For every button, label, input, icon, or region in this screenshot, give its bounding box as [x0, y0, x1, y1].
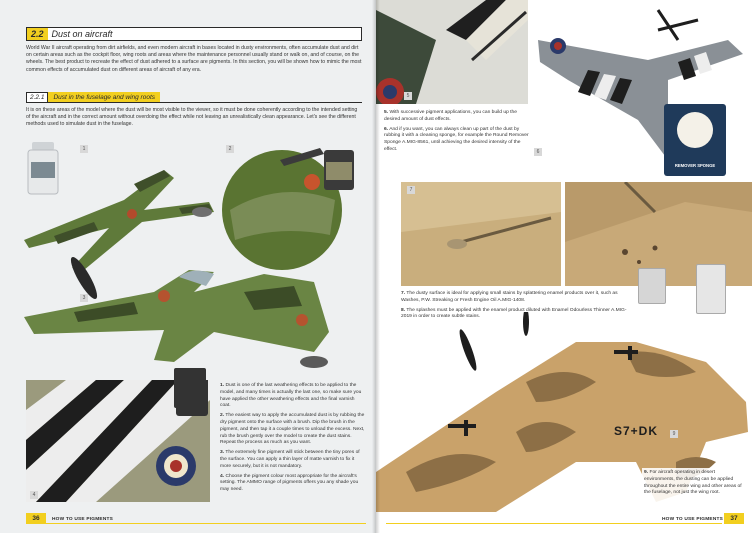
subsection-number: 2.2.1 — [26, 92, 48, 102]
subsection-title: Dust in the fuselage and wing roots — [48, 92, 160, 102]
pigment-jar — [174, 368, 206, 408]
step-6: 6. And if you want, you can always clean up part of the dust by rubbing it with a cleaning sponge, for example the Round Remover Sponge A.MIG-8561, until achieving the desired intensity of the effect. — [384, 126, 529, 152]
photo-number-1: 1 — [80, 145, 88, 153]
enamel-wash-jar — [638, 268, 666, 304]
intro-paragraph: World War II aircraft operating from dirt airfields, and even modern aircraft in bases located in dusty environments, often accumulate dust and dirt on certain areas such as the cockpit floor, wing roots and areas where the maintenance personnel usually stand or walk on, and of course, on the wheels. The best product to recreate the effect of dust adhered to a surface are pigments. In this section, you will be shown how to mimic the most common effects of accumulated dust on different areas of aircraft of any era. — [26, 45, 362, 73]
photo-number-3: 3 — [80, 294, 88, 302]
aircraft-illustration-3 — [14, 222, 344, 377]
step-9: 9. For aircraft operating in desert environments, the dusting can be applied throughout the entire wing and other areas of the fuselage, not just the wing root. — [644, 470, 742, 496]
thinner-bottle — [696, 264, 726, 314]
step-5: 5. With successive pigment applications, you can build up the desired amount of dust effects. — [384, 110, 517, 122]
footer-rule-left — [46, 523, 366, 524]
photo-number-7: 7 — [407, 186, 415, 194]
page-number-right: 37 — [724, 513, 744, 524]
photo-number-4: 4 — [30, 491, 38, 499]
photo-number-5: 5 — [404, 92, 412, 100]
footer-rule-right — [386, 523, 722, 524]
step-7: 7. The dusty surface is ideal for applying small stains by splattering enamel products over it, such as Washes, P.W. Streaking or Fresh Engine Oil A.MIG-1408. — [401, 291, 618, 303]
steps-left — [220, 383, 366, 497]
section-number: 2.2 — [27, 28, 48, 40]
photo-number-6: 6 — [534, 148, 542, 156]
subsection-heading — [26, 92, 362, 103]
photo-number-2: 2 — [226, 145, 234, 153]
page-number-left: 36 — [26, 513, 46, 524]
footer-text-left: HOW TO USE PIGMENTS — [52, 517, 114, 522]
dust-closeup-illustration-7 — [401, 182, 561, 286]
closeup-illustration-5 — [376, 0, 528, 104]
sponge-icon — [664, 104, 726, 154]
step-4: 4. Choose the pigment colour most appropriate for the aircraft's setting. The AMMO range of pigments offers you any shade you may need. — [220, 473, 359, 493]
section-heading — [26, 27, 362, 41]
section-title: Dust on aircraft — [51, 29, 113, 39]
book-spine — [372, 0, 380, 533]
subsection-paragraph: It is on these areas of the model where the dust will be most visible to the viewer, so it must be done coherently according to the intended setting of the aircraft and in the correct amount without overdoing the effect while not leaving an unrealistically clean appearance. Let's see the different methods used to simulate dust in the fuselage. — [26, 107, 358, 128]
photo-3 — [14, 222, 344, 377]
aircraft-code: S7+DK — [614, 424, 659, 438]
photo-5 — [376, 0, 528, 104]
step-2: 2. The easiest way to apply the accumulated dust is by rubbing the dry pigment onto the surface with a brush. Dip the brush in the pigment, and then tap it a couple times to unload the excess. Next, rub the brush gently over the model to create the dust stains. Repeat the process as much as you want. — [220, 413, 365, 446]
step-1: 1. Dust is one of the last weathering effects to be applied to the model, and many times is actually the last one, so make sure you have applied the other weathering effects and the final varnish coat. — [220, 383, 362, 409]
photo-7 — [401, 182, 561, 286]
photo-number-9: 9 — [670, 430, 678, 438]
remover-sponge-package — [664, 104, 726, 176]
step-8: 8. The splashes must be applied with the enamel product diluted with Enamel Odourless Thinner A.MIG-2019 in order to create subtle stains. — [401, 307, 627, 320]
steps-right-bottom — [642, 468, 748, 502]
steps-right-top — [384, 110, 534, 157]
sponge-label: REMOVER SPONGE — [674, 163, 716, 168]
step-3: 3. The extremely fine pigment will stick between the tiny pores of the surface. You can apply a thin layer of matte varnish to fix it more securely, but it is not mandatory. — [220, 450, 360, 469]
footer-text-right: HOW TO USE PIGMENTS — [662, 517, 724, 522]
right-page — [376, 0, 752, 533]
